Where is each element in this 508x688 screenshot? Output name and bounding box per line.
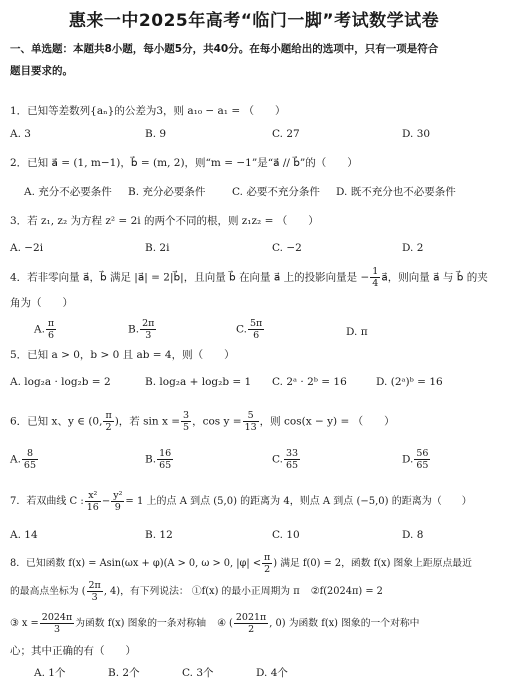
fraction-denominator: 5	[183, 422, 190, 433]
statement-1: f(x) 的最小正周期为 π	[201, 586, 300, 597]
question-7-stem	[10, 490, 472, 513]
option-label: D.	[346, 326, 358, 338]
fraction-denominator: 65	[416, 460, 429, 471]
question-8-stem-line2	[10, 580, 383, 603]
option-fraction	[140, 318, 156, 341]
fraction-denominator: 2	[105, 422, 112, 433]
question-7-option-a: A. 14	[10, 529, 38, 541]
question-7-stem-pre: 7．若双曲线 C :	[10, 496, 84, 507]
section-intro-line2: 题目要求的。	[10, 65, 73, 77]
fraction-denominator: 65	[159, 460, 172, 471]
fraction-numerator: 1	[372, 266, 379, 277]
option-label: B.	[145, 453, 157, 466]
question-7-minus: −	[101, 496, 111, 507]
question-6-stem-tail: ，则 cos(x − y) = （ ）	[259, 415, 395, 428]
question-5-stem: 5．已知 a > 0，b > 0 且 ab = 4，则（ ）	[10, 349, 235, 361]
fraction-denominator: 4	[372, 278, 379, 289]
fraction-denominator: 3	[91, 592, 98, 603]
question-2-option-a: A. 充分不必要条件	[24, 186, 112, 198]
statement-3-marker: ③	[10, 618, 19, 629]
question-6-stem-mid: )，若 sin x =	[114, 415, 181, 428]
question-8-stem-line1	[10, 552, 472, 575]
question-4-option-d	[346, 325, 368, 339]
fraction-numerator: y²	[113, 490, 123, 501]
question-4-option-b	[128, 318, 157, 341]
question-6-option-b	[145, 448, 174, 471]
statement-2: f(2024π) = 2	[319, 586, 383, 597]
question-8-option-d: D. 4个	[256, 667, 288, 679]
fraction-denominator: 65	[23, 460, 37, 471]
option-fraction	[22, 448, 38, 471]
statement-1-marker: ①	[191, 586, 202, 597]
question-7-stem-tail: = 1 上的点 A 到点 (5,0) 的距离为 4，则点 A 到点 (−5,0) 的距离为（ ）	[125, 496, 472, 507]
question-6-option-d	[402, 448, 431, 471]
fraction-numerator: 5π	[250, 318, 263, 329]
question-5-option-d: D. (2ᵃ)ᵇ = 16	[376, 376, 443, 388]
question-4-stem-line1	[10, 266, 488, 289]
fraction-numerator: π	[105, 410, 112, 421]
page-title: 惠来一中2025年高考“临门一脚”考试数学试卷	[68, 11, 440, 31]
fraction-denominator: 2	[264, 564, 271, 575]
question-8-option-c: C. 3个	[182, 667, 214, 679]
fraction-denominator: 2	[248, 624, 255, 635]
fraction-numerator: 56	[416, 448, 429, 459]
option-text: π	[360, 326, 368, 338]
fraction-denominator: 3	[53, 624, 61, 635]
fraction-numerator: 2024π	[41, 612, 73, 623]
question-6-option-a	[10, 448, 39, 471]
question-8-stem-line4: 心；其中正确的有（ ）	[10, 645, 136, 657]
question-8-line2-fraction	[87, 580, 103, 603]
question-5-option-b: B. log₂a + log₂b = 1	[145, 376, 252, 388]
question-7-option-c: C. 10	[272, 529, 300, 541]
question-8-option-a: A. 1个	[34, 667, 66, 679]
option-fraction	[284, 448, 300, 471]
question-8-line2-pre: 的最高点坐标为 (	[10, 586, 86, 597]
question-1-option-a: A. 3	[10, 128, 31, 140]
statement-3-fraction	[40, 612, 74, 635]
question-6-fraction-1	[103, 410, 113, 433]
option-label: A.	[10, 453, 21, 466]
fraction-denominator: 6	[253, 330, 260, 341]
question-5-option-a: A. log₂a · log₂b = 2	[10, 376, 111, 388]
fraction-numerator: 2021π	[235, 612, 267, 623]
option-label: B.	[128, 323, 140, 336]
question-2-option-b: B. 充分必要条件	[128, 186, 206, 198]
statement-2-marker: ②	[310, 586, 320, 597]
section-intro-text: 本题共8小题，每小题5分，共40分。在每小题给出的选项中，只有一项是符合	[73, 43, 439, 55]
question-3-option-a: A. −2i	[10, 242, 44, 254]
option-label: C.	[272, 453, 283, 466]
question-2-option-c: C. 必要不充分条件	[232, 186, 320, 198]
fraction-numerator: 2π	[142, 318, 155, 329]
statement-3-pre: x =	[21, 618, 39, 629]
statement-4-fraction	[234, 612, 268, 635]
question-6-stem-pre: 6．已知 x、y ∈ (0,	[10, 415, 103, 428]
question-1-option-c: C. 27	[272, 128, 300, 140]
question-7-fraction-1	[85, 490, 101, 513]
question-7-option-b: B. 12	[145, 529, 173, 541]
fraction-denominator: 6	[48, 330, 55, 341]
fraction-denominator: 65	[286, 460, 299, 471]
question-4-stem-text: 4．若非零向量 a⃗，b⃗ 满足 |a⃗| = 2|b⃗|，且向量 b⃗ 在向量 a⃗ 上的投影向量是 −	[10, 271, 370, 284]
question-3-option-c: C. −2	[272, 242, 302, 254]
question-7-fraction-2	[111, 490, 124, 513]
option-fraction	[248, 318, 264, 341]
fraction-denominator: 13	[244, 422, 257, 433]
statement-4-tail: , 0) 为函数 f(x) 图象的一个对称中	[269, 618, 420, 629]
question-5-option-c: C. 2ᵃ · 2ᵇ = 16	[272, 376, 347, 388]
question-4-stem-line2: 角为（ ）	[10, 297, 73, 309]
statement-4-pre: (	[229, 618, 233, 629]
question-3-option-d: D. 2	[402, 242, 424, 254]
option-label: A.	[34, 323, 45, 336]
fraction-numerator: 16	[159, 448, 172, 459]
option-fraction	[414, 448, 430, 471]
question-2-option-d: D. 既不充分也不必要条件	[336, 186, 456, 198]
fraction-numerator: 5	[243, 410, 259, 422]
question-6-stem	[10, 410, 395, 433]
fraction-numerator: 33	[286, 448, 299, 459]
question-8-line1-tail: ) 满足 f(0) = 2，函数 f(x) 图象上距原点最近	[273, 558, 472, 569]
question-6-stem-mid2: ，cos y =	[192, 415, 242, 428]
question-8-line1-fraction	[262, 552, 272, 575]
fraction-numerator: x²	[85, 490, 101, 502]
question-8-stem-line3	[10, 612, 419, 635]
section-heading: 一、单选题：	[10, 43, 73, 55]
fraction-denominator: 3	[145, 330, 152, 341]
option-fraction	[46, 318, 56, 341]
option-label: D.	[402, 453, 414, 466]
fraction-denominator: 16	[86, 502, 99, 513]
question-4-option-c	[236, 318, 265, 341]
fraction-numerator: 3	[183, 410, 190, 421]
question-4-option-a	[34, 318, 57, 341]
question-2-stem: 2．已知 a⃗ = (1, m−1)，b⃗ = (m, 2)，则“m = −1”是“a⃗ // b⃗”的（ ）	[10, 157, 358, 169]
question-8-line1-pre: 8．已知函数 f(x) = Asin(ωx + φ)(A > 0, ω > 0, |φ| <	[10, 558, 262, 569]
question-4-stem-fraction	[370, 266, 380, 289]
question-1-option-d: D. 30	[402, 128, 431, 140]
question-1-stem: 1．已知等差数列{aₙ}的公差为3，则 a₁₀ − a₁ = （ ）	[10, 105, 286, 117]
question-6-fraction-2	[181, 410, 191, 433]
fraction-denominator: 9	[114, 502, 121, 513]
option-label: C.	[236, 323, 247, 336]
question-1-option-b: B. 9	[145, 128, 167, 140]
question-6-fraction-3	[243, 410, 259, 433]
fraction-numerator: 2π	[88, 580, 101, 591]
question-6-option-c	[272, 448, 301, 471]
statement-4-marker: ④	[217, 618, 226, 629]
question-8-option-b: B. 2个	[108, 667, 140, 679]
question-3-stem: 3．若 z₁, z₂ 为方程 z² = 2i 的两个不同的根，则 z₁z₂ = （ ）	[10, 215, 319, 227]
option-fraction	[157, 448, 173, 471]
statement-3-tail: 为函数 f(x) 图象的一条对称轴	[75, 618, 206, 629]
fraction-numerator: 8	[22, 448, 38, 460]
section-intro-line1	[10, 42, 438, 56]
question-8-line2-tail: , 4)，有下列说法：	[103, 586, 189, 597]
question-3-option-b: B. 2i	[145, 242, 170, 254]
fraction-numerator: π	[264, 552, 271, 563]
question-7-option-d: D. 8	[402, 529, 424, 541]
fraction-numerator: π	[47, 318, 55, 329]
question-4-stem-tail: a⃗，则向量 a⃗ 与 b⃗ 的夹	[381, 271, 488, 284]
